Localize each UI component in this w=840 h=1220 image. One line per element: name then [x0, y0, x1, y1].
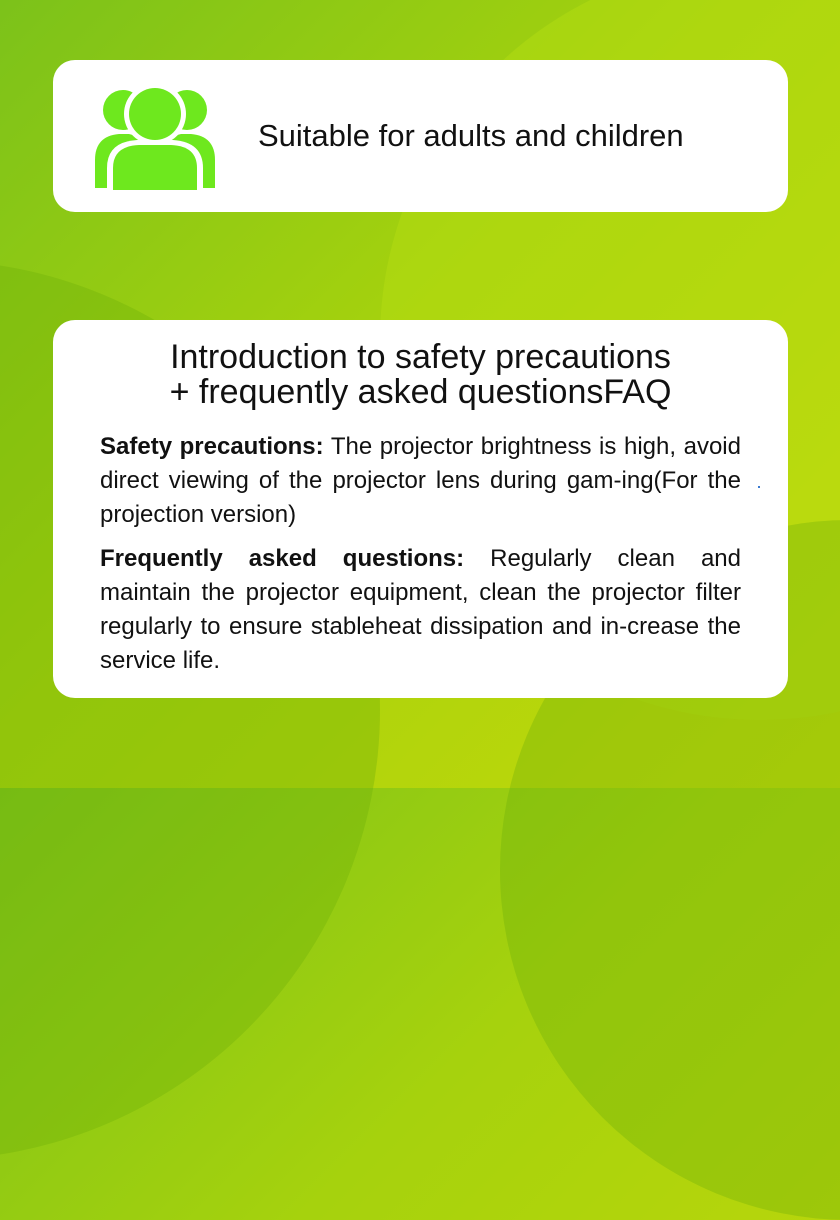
safety-faq-card	[53, 320, 788, 698]
stray-dot	[758, 486, 760, 488]
faq-text: Regularly clean and maintain the projector equipment, clean the projector filter regularly to ensure stableheat dissipation and in-crease the service life.	[100, 545, 741, 674]
faq-paragraph	[100, 542, 741, 678]
safety-label: Safety precautions:	[100, 433, 324, 460]
people-icon	[89, 76, 221, 194]
safety-paragraph	[100, 430, 741, 532]
suitability-card	[53, 60, 788, 212]
faq-label: Frequently asked questions:	[100, 545, 465, 572]
safety-text: The projector brightness is high, avoid direct viewing of the projector lens during gam-ing(For the projection version)	[100, 433, 741, 528]
intro-title-line1: Introduction to safety precautions	[170, 338, 671, 376]
intro-title	[100, 340, 741, 410]
intro-title-line2: + frequently asked questionsFAQ	[169, 373, 672, 411]
suitability-text: Suitable for adults and children	[258, 118, 684, 153]
